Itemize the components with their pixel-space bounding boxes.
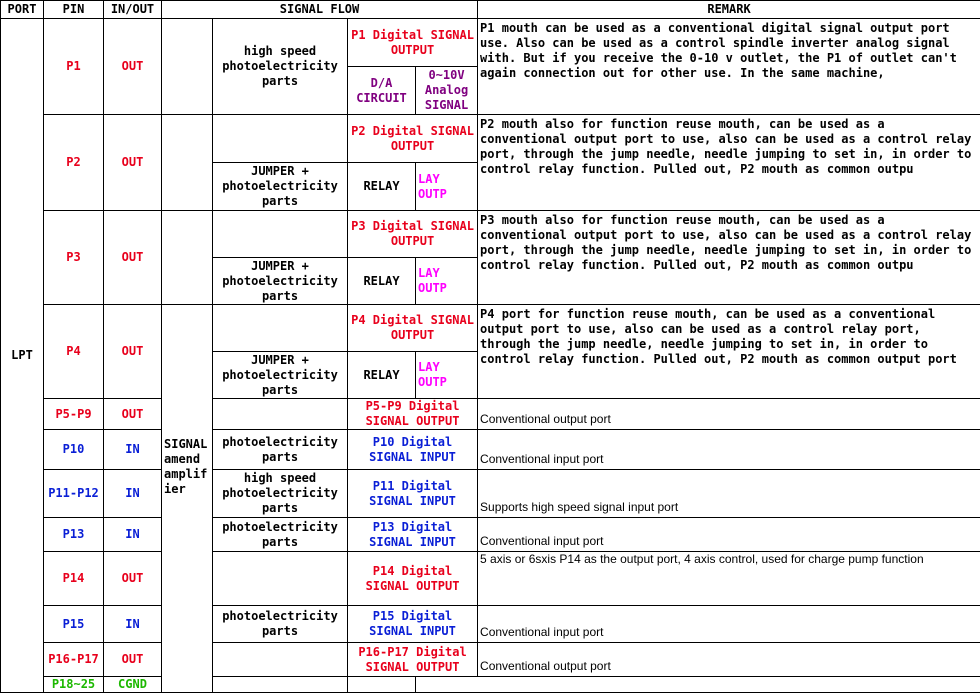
remark-cell-p13: Conventional input port bbox=[478, 518, 980, 552]
table-row-p15 bbox=[1, 606, 980, 643]
relay-cell-p2: RELAY bbox=[348, 163, 416, 211]
remark-cell-p10: Conventional input port bbox=[478, 430, 980, 470]
remark-cell-p1: P1 mouth can be used as a conventional digital signal output port use. Also can be used as a control spindle inverter analog signal with. But if you receive the 0-10 v outlet, the P1 of outlet can't again connection out for other use. In the same machine, bbox=[478, 19, 980, 115]
io-cell-p5-p9: OUT bbox=[104, 399, 162, 430]
table-row-p16-p17 bbox=[1, 643, 980, 677]
pin-cell-p14: P14 bbox=[44, 552, 104, 606]
io-cell-p13: IN bbox=[104, 518, 162, 552]
part-blank-p18-25 bbox=[348, 677, 416, 693]
da-circuit-cell: D/A CIRCUIT bbox=[348, 67, 416, 115]
signal-amplifier-cell: SIGNAL amend amplif ier bbox=[162, 305, 213, 693]
digital-blank-p18-25 bbox=[416, 677, 980, 693]
table-row-p11-p12 bbox=[1, 470, 980, 518]
pin-cell-p2: P2 bbox=[44, 115, 104, 211]
digital-cell-p3: P3 Digital SIGNAL OUTPUT bbox=[348, 211, 478, 258]
part-blank-p2 bbox=[213, 115, 348, 163]
relay-cell-p4: RELAY bbox=[348, 352, 416, 399]
pin-cell-p5-p9: P5-P9 bbox=[44, 399, 104, 430]
io-cell-p14: OUT bbox=[104, 552, 162, 606]
io-cell-p18-25: CGND bbox=[104, 677, 162, 693]
table-row-p10 bbox=[1, 430, 980, 470]
analog-signal-cell: 0~10V Analog SIGNAL bbox=[416, 67, 478, 115]
header-port: PORT bbox=[1, 1, 44, 19]
relay-output-cell-p2: LAY OUTP bbox=[416, 163, 478, 211]
remark-cell-p15: Conventional input port bbox=[478, 606, 980, 643]
table-row-p3 bbox=[1, 211, 980, 258]
io-cell-p11-p12: IN bbox=[104, 470, 162, 518]
part-blank-p16-p17 bbox=[213, 643, 348, 677]
remark-cell-p4: P4 port for function reuse mouth, can be used as a conventional output port to use, also can be used as a control relay port, through the jump needle, needle jumping to set in, in order to control relay function. Pulled out, P2 mouth as common output port bbox=[478, 305, 980, 399]
remark-cell-p14: 5 axis or 6sxis P14 as the output port, 4 axis control, used for charge pump function bbox=[478, 552, 980, 606]
part-cell-p4: JUMPER + photoelectricity parts bbox=[213, 352, 348, 399]
io-cell-p4: OUT bbox=[104, 305, 162, 399]
part-cell-p3: JUMPER + photoelectricity parts bbox=[213, 258, 348, 305]
digital-cell-p5-p9: P5-P9 Digital SIGNAL OUTPUT bbox=[348, 399, 478, 430]
io-cell-p16-p17: OUT bbox=[104, 643, 162, 677]
table-row-p5-p9 bbox=[1, 399, 980, 430]
digital-cell-p15: P15 Digital SIGNAL INPUT bbox=[348, 606, 478, 643]
digital-cell-p2: P2 Digital SIGNAL OUTPUT bbox=[348, 115, 478, 163]
header-inout: IN/OUT bbox=[104, 1, 162, 19]
part-blank-p4 bbox=[213, 305, 348, 352]
io-cell-p2: OUT bbox=[104, 115, 162, 211]
digital-cell-p1: P1 Digital SIGNAL OUTPUT bbox=[348, 19, 478, 67]
io-cell-p15: IN bbox=[104, 606, 162, 643]
table-row-p1 bbox=[1, 19, 980, 67]
flow-blank-p18-25 bbox=[213, 677, 348, 693]
table-row-p2 bbox=[1, 115, 980, 163]
part-cell-p15: photoelectricity parts bbox=[213, 606, 348, 643]
relay-output-cell-p3: LAY OUTP bbox=[416, 258, 478, 305]
flow-blank-p2 bbox=[162, 115, 213, 211]
part-cell-p2: JUMPER + photoelectricity parts bbox=[213, 163, 348, 211]
pin-cell-p13: P13 bbox=[44, 518, 104, 552]
io-cell-p1: OUT bbox=[104, 19, 162, 115]
remark-cell-p2: P2 mouth also for function reuse mouth, can be used as a conventional output port to use, also can be used as a control relay port, through the jump needle, needle jumping to set in, in order to control relay function. Pulled out, P2 mouth as common outpu bbox=[478, 115, 980, 211]
header-pin: PIN bbox=[44, 1, 104, 19]
pin-cell-p10: P10 bbox=[44, 430, 104, 470]
relay-output-cell-p4: LAY OUTP bbox=[416, 352, 478, 399]
digital-cell-p14: P14 Digital SIGNAL OUTPUT bbox=[348, 552, 478, 606]
digital-cell-p4: P4 Digital SIGNAL OUTPUT bbox=[348, 305, 478, 352]
header-remark: REMARK bbox=[478, 1, 980, 19]
remark-cell-p11-p12: Supports high speed signal input port bbox=[478, 470, 980, 518]
table-row-p18-25 bbox=[1, 677, 980, 693]
header-signal-flow: SIGNAL FLOW bbox=[162, 1, 478, 19]
relay-cell-p3: RELAY bbox=[348, 258, 416, 305]
pin-cell-p4: P4 bbox=[44, 305, 104, 399]
digital-cell-p13: P13 Digital SIGNAL INPUT bbox=[348, 518, 478, 552]
part-cell-p10: photoelectricity parts bbox=[213, 430, 348, 470]
io-cell-p10: IN bbox=[104, 430, 162, 470]
pin-cell-p16-p17: P16-P17 bbox=[44, 643, 104, 677]
pin-cell-p11-p12: P11-P12 bbox=[44, 470, 104, 518]
remark-cell-p16-p17: Conventional output port bbox=[478, 643, 980, 677]
digital-cell-p16-p17: P16-P17 Digital SIGNAL OUTPUT bbox=[348, 643, 478, 677]
header-row bbox=[1, 1, 980, 19]
part-cell-p1: high speed photoelectricity parts bbox=[213, 19, 348, 115]
part-blank-p14 bbox=[213, 552, 348, 606]
digital-cell-p10: P10 Digital SIGNAL INPUT bbox=[348, 430, 478, 470]
digital-cell-p11-p12: P11 Digital SIGNAL INPUT bbox=[348, 470, 478, 518]
table-row-p13 bbox=[1, 518, 980, 552]
pin-cell-p1: P1 bbox=[44, 19, 104, 115]
part-blank-p5-p9 bbox=[213, 399, 348, 430]
table-row-p4 bbox=[1, 305, 980, 352]
pin-cell-p3: P3 bbox=[44, 211, 104, 305]
part-cell-p13: photoelectricity parts bbox=[213, 518, 348, 552]
pin-cell-p15: P15 bbox=[44, 606, 104, 643]
flow-blank-p3 bbox=[162, 211, 213, 305]
part-blank-p3 bbox=[213, 211, 348, 258]
part-cell-p11-p12: high speed photoelectricity parts bbox=[213, 470, 348, 518]
table-row-p14 bbox=[1, 552, 980, 606]
port-cell: LPT bbox=[1, 19, 44, 693]
flow-blank-p1 bbox=[162, 19, 213, 115]
remark-cell-p5-p9: Conventional output port bbox=[478, 399, 980, 430]
remark-cell-p3: P3 mouth also for function reuse mouth, can be used as a conventional output port to use, also can be used as a control relay port, through the jump needle, needle jumping to set in, in order to control relay function. Pulled out, P2 mouth as common outpu bbox=[478, 211, 980, 305]
pin-cell-p18-25: P18~25 bbox=[44, 677, 104, 693]
io-cell-p3: OUT bbox=[104, 211, 162, 305]
